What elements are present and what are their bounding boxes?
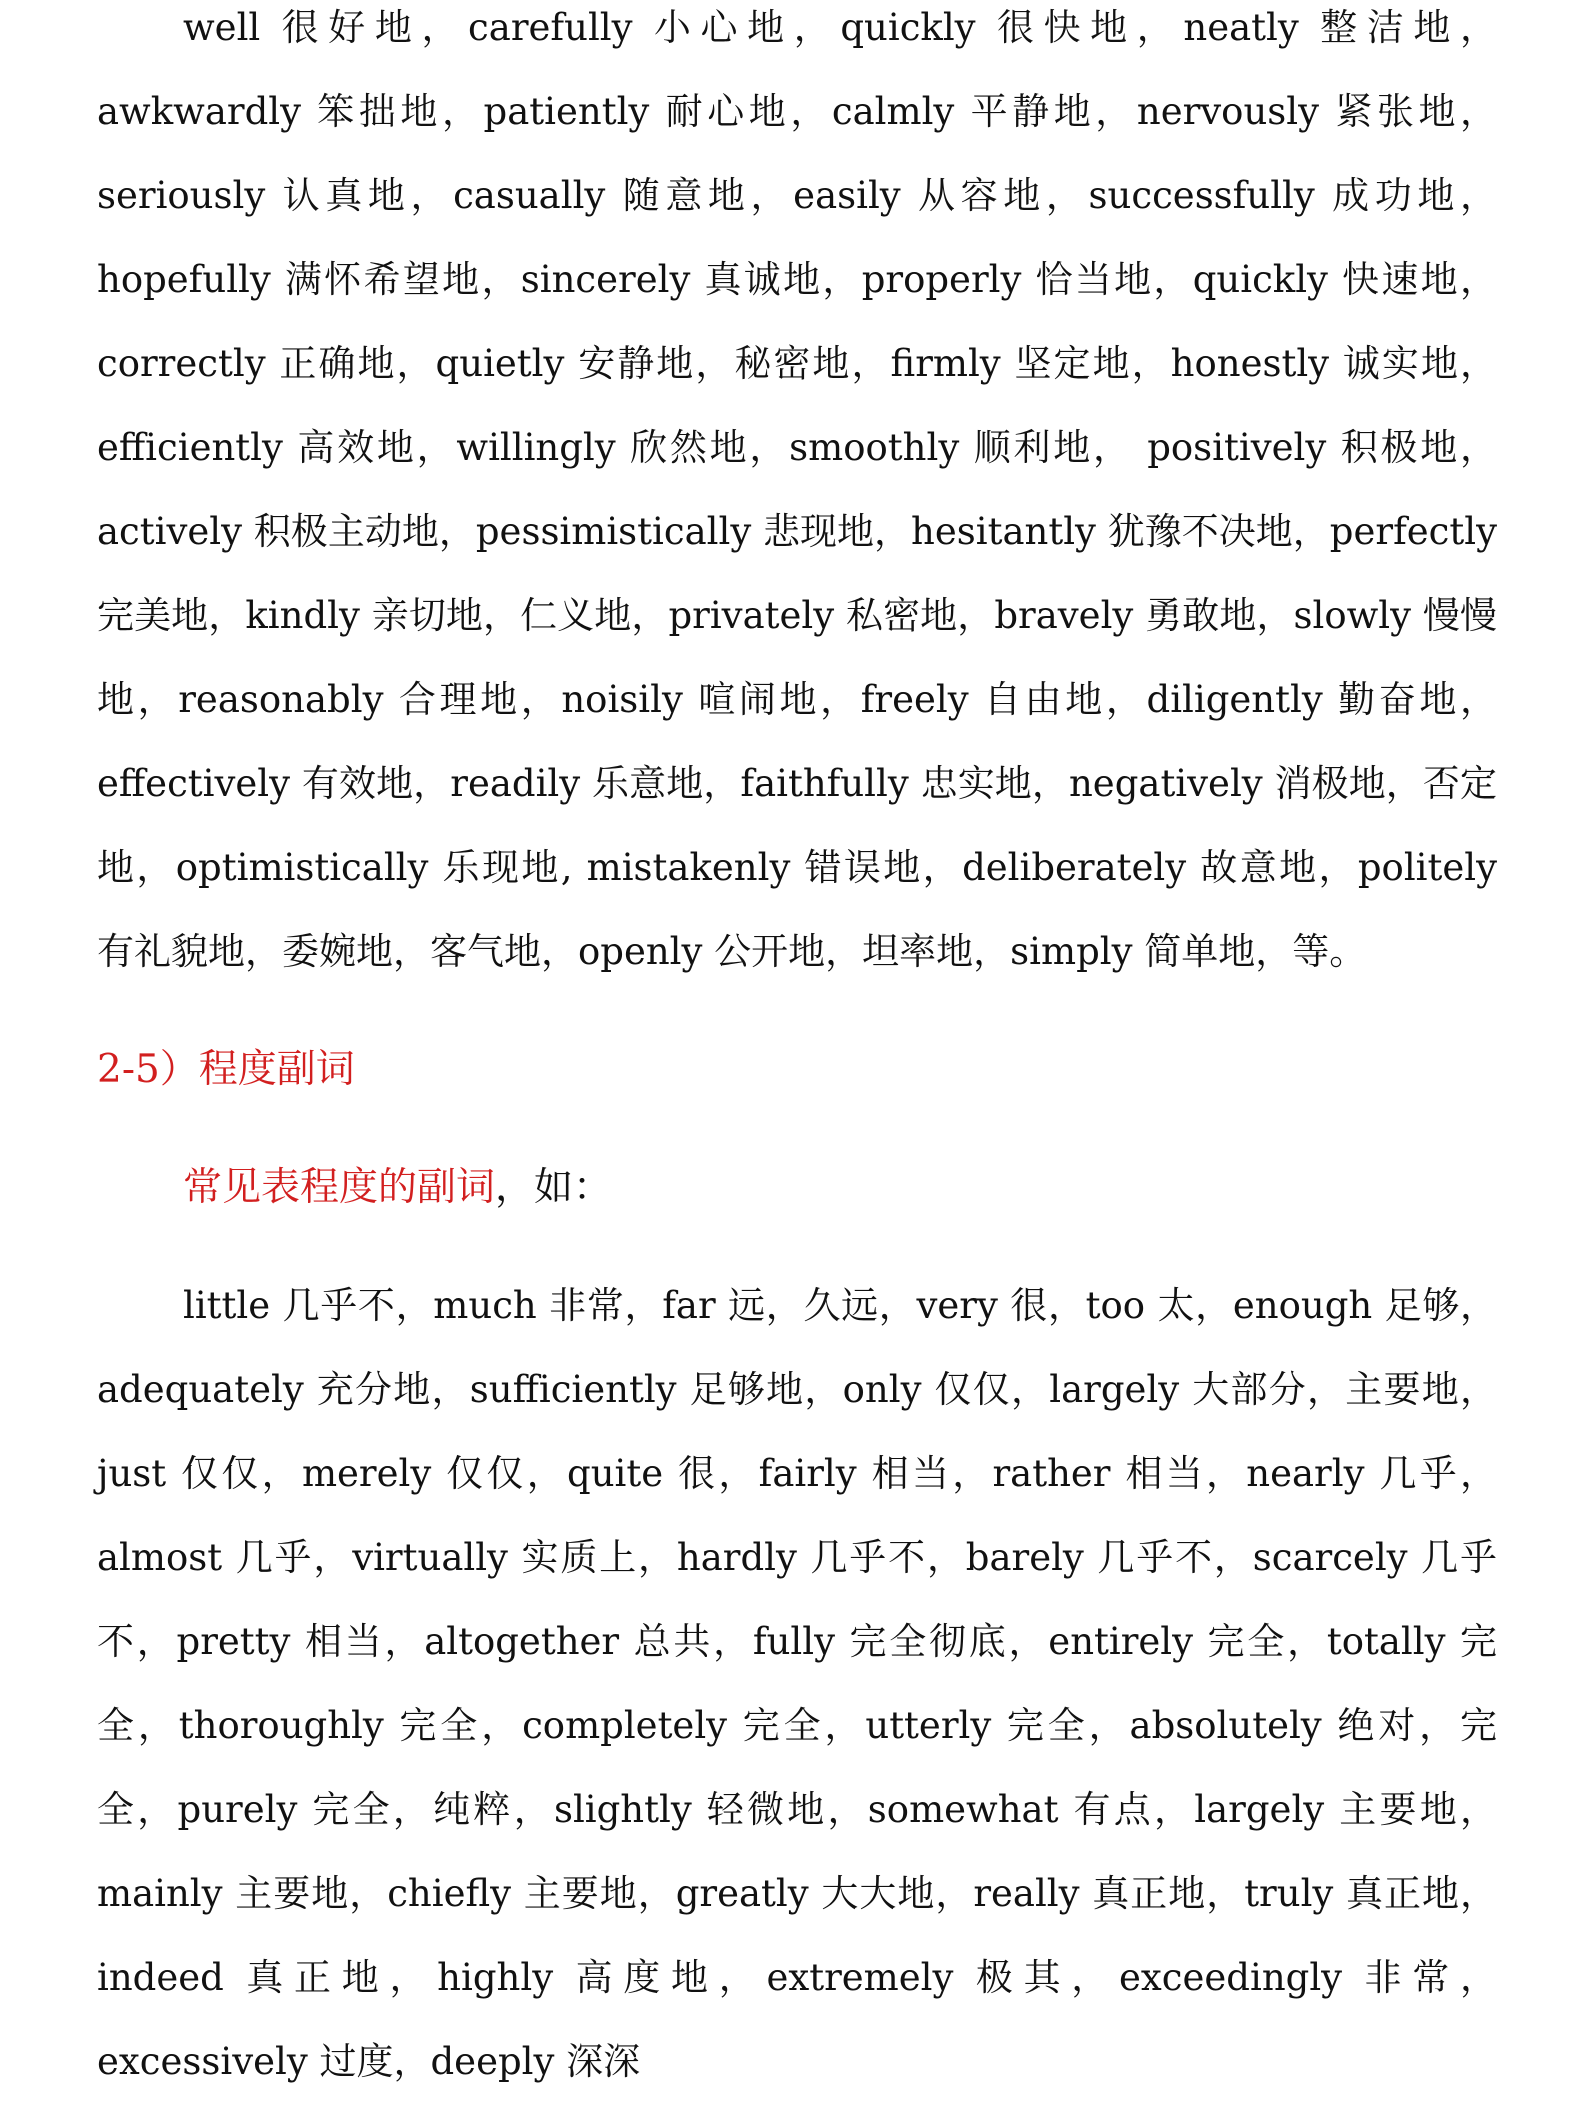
subheading-suffix: ，如： bbox=[495, 1165, 613, 1210]
document-page bbox=[97, 0, 1497, 2104]
subheading bbox=[97, 1146, 1497, 1230]
manner-adverbs-paragraph: well 很好地，carefully 小心地，quickly 很快地，neatly 整洁地，awkwardly 笨拙地，patiently 耐心地，calmly 平静地，nervously 紧张地，seriously 认真地，casually 随意地，easily 从容地，successfully 成功地，hopefully 满怀希望地，sincerely 真诚地，properly 恰当地，quickly 快速地，correctly 正确地，quietly 安静地，秘密地，firmly 坚定地，honestly 诚实地， efficiently 高效地，willingly 欣然地，smoothly 顺利地， positively 积极地，actively 积极主动地，pessimistically 悲现地，hesitantly 犹豫不决地，perfectly 完美地，kindly 亲切地，仁义地，privately 私密地，bravely 勇敢地，slowly 慢慢地，reasonably 合理地，noisily 喧闹地，freely 自由地，diligently 勤奋地，effectively 有效地，readily 乐意地，faithfully 忠实地，negatively 消极地，否定地，optimistically 乐现地, mistakenly 错误地，deliberately 故意地，politely 有礼貌地，委婉地，客气地，openly 公开地，坦率地，simply 简单地，等。 bbox=[97, 6, 1497, 973]
degree-adverbs-paragraph: little 几乎不，much 非常，far 远，久远，very 很，too 太，enough 足够，adequately 充分地，sufficiently 足够地，only 仅仅，largely 大部分，主要地，just 仅仅，merely 仅仅，quite 很，fairly 相当，rather 相当，nearly 几乎，almost 几乎，virtually 实质上，hardly 几乎不，barely 几乎不，scarcely 几乎不，pretty 相当，altogether 总共，fully 完全彻底，entirely 完全，totally 完全，thoroughly 完全，completely 完全，utterly 完全，absolutely 绝对，完全，purely 完全，纯粹，slightly 轻微地，somewhat 有点，largely 主要地，mainly 主要地，chiefly 主要地，greatly 大大地，really 真正地，truly 真正地，indeed 真正地，highly 高度地，extremely 极其，exceedingly 非常，excessively 过度，deeply 深深 bbox=[97, 1284, 1497, 2083]
section-heading: 2-5）程度副词 bbox=[97, 1047, 355, 1092]
subheading-label: 常见表程度的副词 bbox=[183, 1165, 496, 1210]
